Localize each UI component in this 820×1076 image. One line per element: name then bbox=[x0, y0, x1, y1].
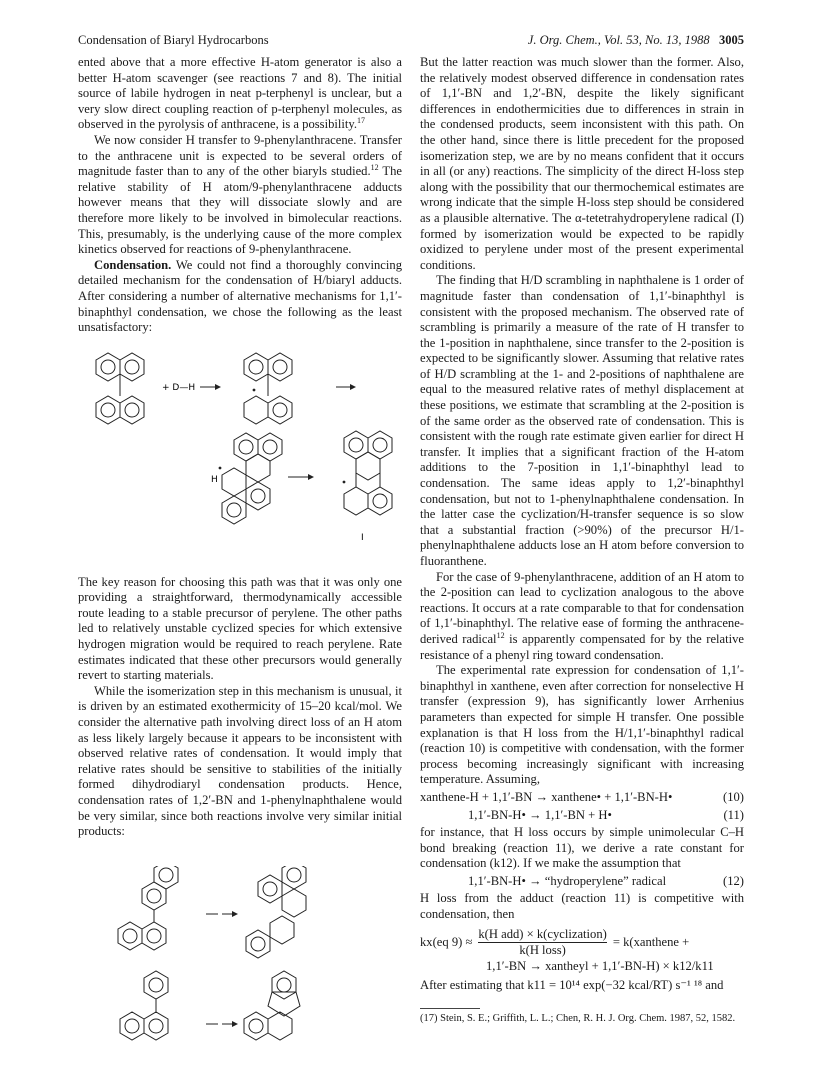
paragraph: We now consider H transfer to 9-phenylanthracene. Transfer to the anthracene unit is expected to be several orders of magnitude faster than to any of the other biaryls studied.$^{12}$ The relative stability of H atom/9-phenylanthracene adducts however means that they will dissociate slowly and are therefore more likely to be involved in bimolecular reactions. This, presumably, is the underlying cause of the more complex kinetics observed for reactions of 9-phenylanthracene. bbox=[78, 132, 402, 257]
paragraph: H loss from the adduct (reaction 11) is competitive with condensation, then bbox=[420, 891, 744, 922]
paragraph: Condensation. We could not find a thoroughly convincing detailed mechanism for the condensation of H/biaryl adducts. After considering a number of alternative mechanisms for 1,1′-binaphthyl condensation, we chose the following as the least unsatisfactory: bbox=[78, 257, 402, 335]
page-number: 3005 bbox=[719, 33, 744, 47]
paragraph: While the isomerization step in this mechanism is unusual, it is driven by an estimated exothermicity of 15–20 kcal/mol. We consider the alternative path involving direct loss of an H atom as less likely largely because it appears to be inconsistent with observed relative rates of condensation. It would imply that relative rates should be sensitive to stabilities of the initially formed dihydrodiaryl condensation products. Hence, condensation rates of 1,2′-BN and 1-phenylnaphthalene would be very similar, since both reactions involve very similar initial products: bbox=[78, 683, 402, 839]
section-heading: Condensation. bbox=[94, 257, 172, 272]
fraction-numerator: k(H add) × k(cyclization) bbox=[478, 926, 607, 941]
paragraph: After estimating that k11 = 10¹⁴ exp(−32 kcal/RT) s⁻¹ ¹⁸ and bbox=[420, 978, 724, 993]
footnote: (17) Stein, S. E.; Griffith, L. L.; Chen, R. H. J. Org. Chem. 1987, 52, 1582. bbox=[420, 1013, 736, 1025]
equation-10: xanthene-H + 1,1′-BN → xanthene• + 1,1′-BN-H• (10) bbox=[420, 789, 744, 804]
rate-expression: kx(eq 9) ≈ k(H add) × k(cyclization) k(H loss) = k(xanthene + 1,1′-BN → xantheyl + 1,1′-BN-H) × k12/k11 bbox=[420, 926, 714, 973]
paragraph: For the case of 9-phenylanthracene, addition of an H atom to the 2-position can lead to cyclization analogous to the above reactions. It occurs at a rate comparable to that for condensation of 1,1′-binaphthyl. The relative ease of forming the anthracene-derived radical$^{12}$ is apparently compensated for by the relative resistance of a phenyl ring toward condensation. bbox=[420, 569, 745, 662]
reaction-scheme-1 bbox=[78, 342, 402, 567]
running-header bbox=[78, 33, 744, 51]
paragraph: The finding that H/D scrambling in naphthalene is 1 order of magnitude faster than condensation of 1,1′-binaphthyl is consistent with the proposed mechanism. The observed rate of scrambling is primarily a measure of the rate of H transfer to the 1-position in naphthalene, since transfer to the 2-position is expected to be significantly slower. Assuming that relative rates of H/D scrambling at the 1- and 2-positions of naphthalene are equal to the measured relative rates of methyl displacement at these positions, we estimate that scrambling at the 2-position is of the same order as the observed rate of condensation. This is consistent with the rough rate estimate given earlier for direct H transfer. It implies that a significant fraction of the H-atom additions to the 7-position in 1,1′-binaphthyl lead to condensation. The same ideas apply to 1,2′-binaphthyl condensation, but not to 1-phenylnaphthalene condensation. In the latter case the cyclization/H-transfer sequence is so slow that a substantial fraction (>90%) of the precursor H/1-phenylnaphthalene adducts lose an H atom before conversion to fluoranthene. bbox=[420, 273, 744, 568]
radical-label: I bbox=[361, 532, 364, 543]
paragraph: for instance, that H loss occurs by simple unimolecular C–H bond breaking (reaction 11), we derive a rate constant for condensation (k12). If we make the assumption that bbox=[420, 825, 744, 871]
phenylnaphthalene-structure bbox=[120, 971, 168, 1040]
equation-11: 1,1′-BN-H• → 1,1′-BN + H• (11) bbox=[468, 807, 744, 822]
footnote-divider bbox=[420, 1008, 480, 1009]
reaction-scheme-2 bbox=[114, 866, 374, 1076]
fraction-denominator: k(H loss) bbox=[478, 942, 606, 959]
paragraph: ented above that a more effective H-atom generator is also a better H-atom scavenger (see reactions 7 and 8). The initial source of labile hydrogen in neat p-terphenyl is unclear, but a very slow direct coupling reaction of p-terphenyl molecules, as observed in the pyrolysis of anthracene, is a possibility.$^{17}$ bbox=[78, 55, 402, 132]
radical-I-structure bbox=[344, 431, 392, 515]
left-column bbox=[78, 55, 402, 1076]
cyclized-intermediate-structure bbox=[222, 433, 282, 524]
journal-citation: J. Org. Chem., Vol. 53, No. 13, 1988 3005 bbox=[527, 33, 744, 47]
binaphthyl-structure bbox=[96, 353, 144, 424]
scheme-h-label: H bbox=[211, 474, 218, 485]
right-column bbox=[420, 55, 744, 1026]
adduct-structure bbox=[244, 353, 292, 424]
running-title: Condensation of Biaryl Hydrocarbons bbox=[78, 33, 269, 47]
paragraph: The key reason for choosing this path was that it was only one providing a straightforward, thermodynamically accessible route leading to a stable precursor of perylene. The other paths led to relatively unstable cyclized species for which extensive hydrogen migration would be required to reach perylene. Rate estimates indicated that these other precursors would generally revert to starting materials. bbox=[78, 574, 402, 683]
paragraph: The experimental rate expression for condensation of 1,1′-binaphthyl in xanthene, even after correction for nonselective H transfer (expression 9), has significantly lower Arrhenius parameters than expected for simple H transfer. One possible explanation is that H loss from the H/1,1′-binaphthyl radical (reaction 10) is competitive with condensation, with the former process becoming increasingly significant with increasing temperature. Assuming, bbox=[420, 663, 744, 787]
scheme-reagent: + D—H bbox=[162, 382, 196, 393]
binaphthyl-12-structure bbox=[118, 866, 178, 950]
paragraph: But the latter reaction was much slower than the former. Also, the relatively modest observed difference in condensation rates of 1,1′-BN and 1,2′-BN, despite the likely significant differences in endothermicities due to differences in strain in the condensed products, seem inconsistent with this path. On the other hand, since there is little precedent for the proposed isomerization step, we are by no means confident that it occurs in all (or any) reactions. The simplicity of the direct H-loss step along with the possibility that our thermochemical estimates are wrong indicate that the simple H-loss step should be considered as a plausible alternative. The α-tetetrahydroperylene radical (I) formed by isomerization would be expected to be rapidly oxidized to perylene under most of the present experimental conditions. bbox=[420, 55, 744, 272]
equation-12: 1,1′-BN-H• → “hydroperylene” radical (12) bbox=[468, 873, 744, 888]
condensed-product-1-structure bbox=[246, 866, 306, 958]
fluoranthene-structure bbox=[244, 971, 300, 1040]
